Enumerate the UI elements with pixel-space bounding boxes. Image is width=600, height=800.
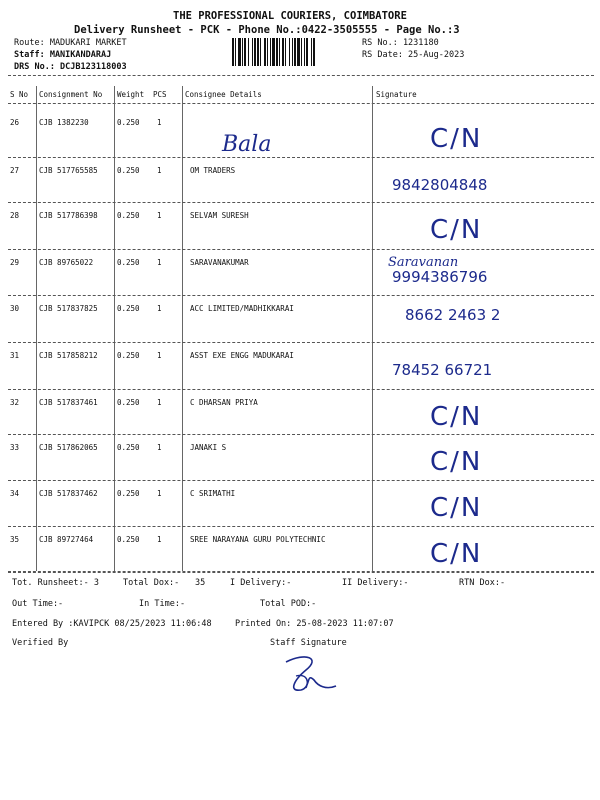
table-row — [0, 390, 600, 435]
barcode-bar — [289, 38, 290, 66]
row-consignee: SREE NARAYANA GURU POLYTECHNIC — [190, 535, 326, 544]
row-sno: 31 — [10, 351, 20, 360]
row-consignment-no: CJB 517837825 — [39, 304, 98, 313]
col-header-weight: Weight — [117, 90, 145, 99]
ii-delivery: II Delivery:- — [342, 578, 409, 588]
barcode-bar — [244, 38, 246, 66]
row-pcs: 1 — [157, 443, 162, 452]
barcode-bar — [301, 38, 302, 66]
barcode-bar — [282, 38, 284, 66]
drs-text: DRS No.: DCJB123118003 — [14, 62, 127, 72]
table-row — [0, 343, 600, 390]
col-header-consignee: Consignee Details — [185, 90, 262, 99]
table-row — [0, 527, 600, 572]
row-signature-phone: 78452 66721 — [392, 361, 493, 379]
barcode-bar — [304, 38, 305, 66]
row-consignee: SARAVANAKUMAR — [190, 258, 249, 267]
row-pcs: 1 — [157, 535, 162, 544]
row-weight: 0.250 — [117, 489, 140, 498]
row-consignment-no: CJB 517837462 — [39, 489, 98, 498]
barcode-bar — [232, 38, 234, 66]
rs-no-text: RS No.: 1231180 — [362, 38, 439, 48]
row-consignment-no: CJB 517858212 — [39, 351, 98, 360]
i-delivery: I Delivery:- — [230, 578, 292, 588]
barcode-bar — [252, 38, 253, 66]
row-signature-name: Bala — [222, 132, 272, 157]
row-consignment-no: CJB 89765022 — [39, 258, 94, 267]
row-consignee: OM TRADERS — [190, 166, 236, 175]
barcode-bar — [292, 38, 293, 66]
row-weight: 0.250 — [117, 351, 140, 360]
barcode-bar — [294, 38, 296, 66]
barcode-bar — [297, 38, 300, 66]
barcode-bar — [306, 38, 308, 66]
row-pcs: 1 — [157, 398, 162, 407]
row-weight: 0.250 — [117, 258, 140, 267]
barcode-bar — [238, 38, 241, 66]
row-pcs: 1 — [157, 258, 162, 267]
row-weight: 0.250 — [117, 443, 140, 452]
barcode-bar — [311, 38, 312, 66]
row-consignee: C DHARSAN PRIYA — [190, 398, 258, 407]
row-consignee: ASST EXE ENGG MADUKARAI — [190, 351, 294, 360]
barcode-bar — [260, 38, 261, 66]
row-consignment-no: CJB 517837461 — [39, 398, 98, 407]
route-text: Route: MADUKARI MARKET — [14, 38, 127, 48]
table-row — [0, 110, 600, 158]
row-consignee: ACC LIMITED/MADHIKKARAI — [190, 304, 294, 313]
col-header-consignment: Consignment No — [39, 90, 103, 99]
table-row — [0, 250, 600, 296]
row-sno: 28 — [10, 211, 20, 220]
total-dox-label: Total Dox:- — [123, 578, 180, 588]
printed-on: Printed On: 25-08-2023 11:07:07 — [235, 619, 394, 629]
row-weight: 0.250 — [117, 118, 140, 127]
barcode-bar — [267, 38, 268, 66]
row-consignee: SELVAM SURESH — [190, 211, 249, 220]
row-consignee: JANAKI S — [190, 443, 227, 452]
row-pcs: 1 — [157, 304, 162, 313]
row-signature-phone: 8662 2463 2 — [405, 306, 501, 324]
row-sno: 30 — [10, 304, 20, 313]
out-time: Out Time:- — [12, 599, 64, 609]
header-rule-top — [8, 75, 594, 76]
row-signature-cn: C/N — [430, 215, 483, 245]
row-sno: 34 — [10, 489, 20, 498]
barcode-bar — [270, 38, 271, 66]
verified-by: Verified By — [12, 638, 69, 648]
row-sno: 27 — [10, 166, 20, 175]
staff-signature-label: Staff Signature — [270, 638, 347, 648]
header-rule-bottom — [8, 103, 594, 104]
row-sno: 35 — [10, 535, 20, 544]
row-consignment-no: CJB 89727464 — [39, 535, 94, 544]
row-pcs: 1 — [157, 118, 162, 127]
table-row — [0, 435, 600, 481]
table-row — [0, 296, 600, 343]
row-sno: 32 — [10, 398, 20, 407]
row-signature-phone: 9842804848 — [392, 176, 488, 194]
col-header-sno: S No — [10, 90, 29, 99]
barcode-bar — [276, 38, 278, 66]
row-consignment-no: CJB 517786398 — [39, 211, 98, 220]
rs-date-text: RS Date: 25-Aug-2023 — [362, 50, 465, 60]
tot-runsheet: Tot. Runsheet:- 3 — [12, 578, 99, 588]
row-signature-cn: C/N — [430, 493, 483, 523]
staff-signature-mark — [276, 650, 346, 700]
barcode — [232, 38, 354, 66]
barcode-bar — [235, 38, 236, 66]
staff-text: Staff: MANIKANDARAJ — [14, 50, 112, 60]
row-consignee: C SRIMATHI — [190, 489, 236, 498]
row-consignment-no: CJB 517862065 — [39, 443, 98, 452]
barcode-bar — [285, 38, 286, 66]
total-pod: Total POD:- — [260, 599, 317, 609]
col-header-pcs: PCS — [153, 90, 167, 99]
footer-rule — [8, 572, 594, 573]
row-weight: 0.250 — [117, 166, 140, 175]
barcode-bar — [254, 38, 256, 66]
row-sno: 26 — [10, 118, 20, 127]
row-sno: 29 — [10, 258, 20, 267]
row-signature-phone: 9994386796 — [392, 268, 488, 286]
row-pcs: 1 — [157, 211, 162, 220]
barcode-bar — [272, 38, 275, 66]
row-pcs: 1 — [157, 351, 162, 360]
row-sno: 33 — [10, 443, 20, 452]
barcode-bar — [264, 38, 266, 66]
table-row — [0, 481, 600, 527]
row-weight: 0.250 — [117, 304, 140, 313]
row-signature-cn: C/N — [430, 447, 483, 477]
barcode-bar — [257, 38, 259, 66]
row-signature-cn: C/N — [430, 402, 483, 432]
table-row — [0, 203, 600, 250]
runsheet-subtitle: Delivery Runsheet - PCK - Phone No.:0422-3505555 - Page No.:3 — [74, 24, 460, 36]
total-dox-value: 35 — [195, 578, 206, 588]
in-time: In Time:- — [139, 599, 186, 609]
barcode-bar — [313, 38, 315, 66]
row-consignment-no: CJB 517765585 — [39, 166, 98, 175]
barcode-bar — [248, 38, 249, 66]
barcode-bar — [242, 38, 243, 66]
col-header-signature: Signature — [376, 90, 417, 99]
table-row — [0, 158, 600, 203]
entered-by: Entered By :KAVIPCK 08/25/2023 11:06:48 — [12, 619, 212, 629]
row-weight: 0.250 — [117, 398, 140, 407]
row-pcs: 1 — [157, 489, 162, 498]
row-signature-cn: C/N — [430, 124, 483, 154]
row-signature-name: Saravanan — [388, 255, 459, 270]
row-weight: 0.250 — [117, 211, 140, 220]
row-pcs: 1 — [157, 166, 162, 175]
row-consignment-no: CJB 1382230 — [39, 118, 89, 127]
row-signature-cn: C/N — [430, 539, 483, 569]
company-title: THE PROFESSIONAL COURIERS, COIMBATORE — [173, 10, 407, 22]
rtn-dox: RTN Dox:- — [459, 578, 506, 588]
row-weight: 0.250 — [117, 535, 140, 544]
barcode-bar — [279, 38, 280, 66]
